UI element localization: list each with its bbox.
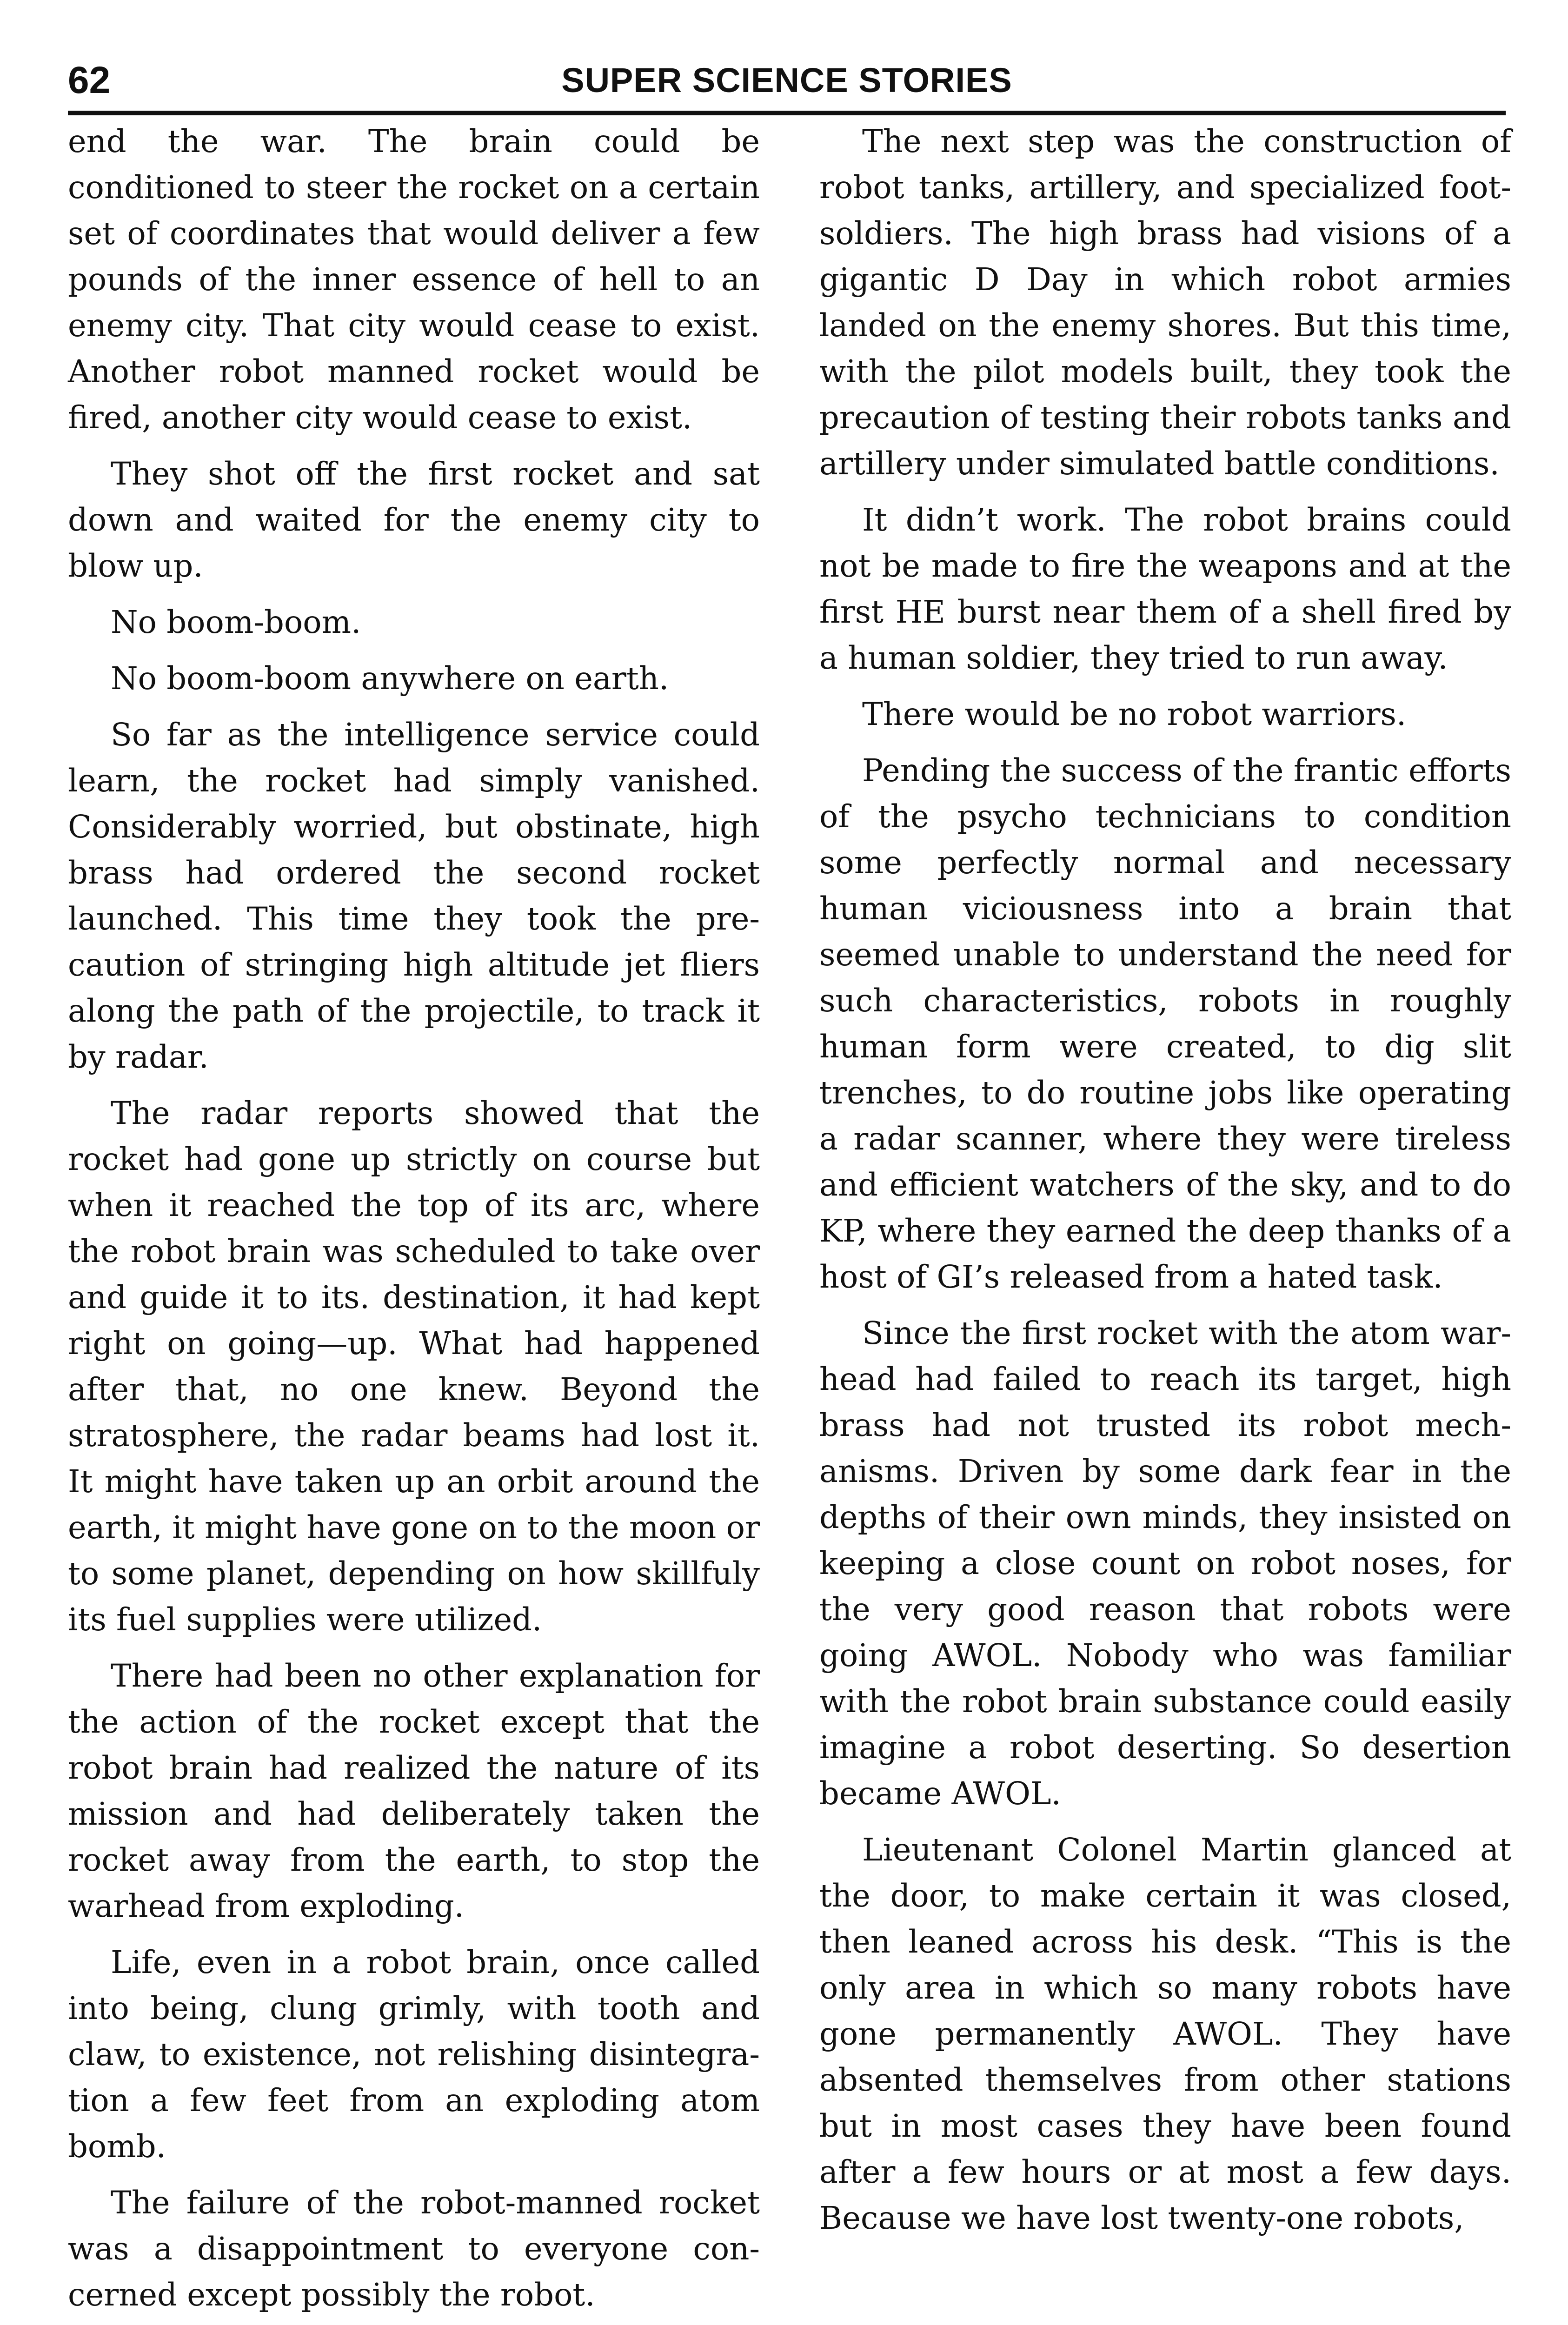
paragraph: There would be no robot warriors. — [862, 696, 1407, 732]
page-header — [68, 55, 1506, 115]
paragraph: They shot off the first rocket and sat down and waited for the enemy city to blow up. — [68, 456, 760, 584]
paragraph: The next step was the construction of robot tanks, artillery, and specialized foot-soldiers. The high brass had visions of a gigantic D Day in which robot armies landed on the enemy shores. But this time, with the pilot models built, they took the precaution of testing their robots tanks and artillery under simulated battle conditions. — [819, 123, 1511, 482]
paragraph: No boom-boom anywhere on earth. — [111, 660, 669, 697]
right-column — [819, 119, 1511, 2252]
paragraph: Pending the success of the frantic efforts of the psycho technicians to condition some perfectly normal and necessary human viciousness into a brain that seemed unable to understand the need for such characteristics, robots in roughly human form were created, to dig slit trenches, to do routine jobs like operating a radar scanner, where they were tireless and efficient watchers of the sky, and to do KP, where they earned the deep thanks of a host of GI’s released from a hated task. — [819, 752, 1511, 1295]
paragraph: It didn’t work. The robot brains could not be made to fire the weapons and at the first HE burst near them of a shell fired by a human soldier, they tried to run away. — [819, 502, 1511, 676]
paragraph: The failure of the robot-manned rocket was a disappointment to everyone concerned except possibly the robot. — [68, 2185, 760, 2313]
running-head: SUPER SCIENCE STORIES — [561, 61, 1012, 100]
paragraph: end the war. The brain could be conditioned to steer the rocket on a certain set of coordinates that would deliver a few pounds of the inner essence of hell to an enemy city. That city would cease to exist. Another robot manned rocket would be fired, another city would cease to exist. — [68, 123, 760, 436]
paragraph: Lieutenant Colonel Martin glanced at the door, to make certain it was closed, then leaned across his desk. “This is the only area in which so many robots have gone permanently AWOL. They have absented themselves from other stations but in most cases they have been found after a few hours or at most a few days. Because we have lost twenty-one robots, — [819, 1832, 1511, 2236]
paragraph: No boom-boom. — [111, 604, 361, 640]
paragraph: There had been no other explanation for the action of the rocket except that the robot brain had realized the nature of its mission and had deliberately taken the rocket away from the earth, to stop the warhead from exploding. — [68, 1658, 760, 1924]
left-column — [68, 119, 760, 2325]
paragraph: Life, even in a robot brain, once called into being, clung grimly, with tooth and claw, to existence, not relishing disintegration a few feet from an exploding atom bomb. — [68, 1944, 760, 2165]
page-number: 62 — [68, 59, 111, 101]
paragraph: The radar reports showed that the rocket had gone up strictly on course but when it reached the top of its arc, where the robot brain was scheduled to take over and guide it to its. destination, it had kept right on going—up. What had happened after that, no one knew. Beyond the stratosphere, the radar beams had lost it. It might have taken up an orbit around the earth, it might have gone on to the moon or to some planet, depending on how skillfuly its fuel supplies were utilized. — [68, 1095, 760, 1638]
paragraph: So far as the intelligence service could learn, the rocket had simply vanished. Considerably worried, but obstinate, high brass had ordered the second rocket launched. This time they took the precaution of stringing high altitude jet fliers along the path of the projectile, to track it by radar. — [68, 717, 760, 1075]
paragraph: Since the first rocket with the atom warhead had failed to reach its target, high brass had not trusted its robot mechanisms. Driven by some dark fear in the depths of their own minds, they insisted on keeping a close count on robot noses, for the very good reason that robots were going AWOL. Nobody who was familiar with the robot brain substance could easily imagine a robot deserting. So desertion became AWOL. — [819, 1315, 1511, 1812]
